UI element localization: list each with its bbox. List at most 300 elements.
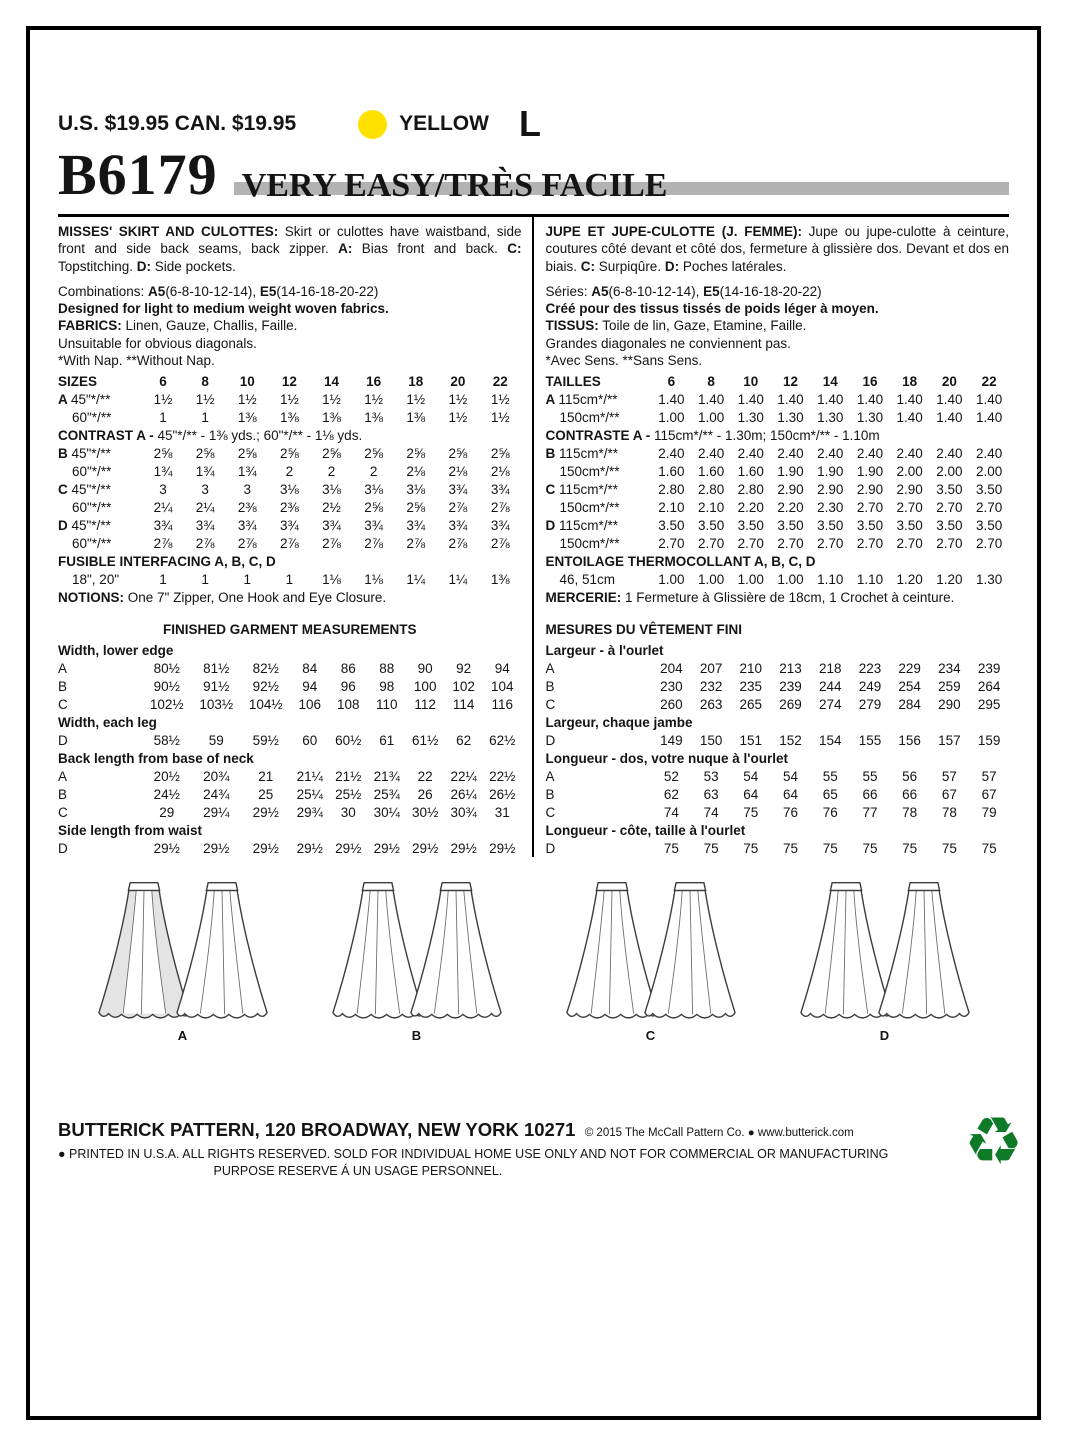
table-cell: 29½	[335, 840, 362, 856]
table-cell: 30½	[412, 804, 439, 820]
table-cell: 2⅜	[280, 499, 299, 515]
table-cell: 2⅞	[406, 535, 426, 551]
illustration-label: A	[177, 1028, 188, 1044]
table-cell: 20½	[153, 768, 180, 784]
unsuitable-line-en: Unsuitable for obvious diagonals.	[58, 335, 257, 351]
table-cell: 274	[818, 696, 842, 712]
table-cell: 2	[285, 463, 294, 479]
table-cell: 1¼	[448, 571, 468, 587]
table-cell: 1.30	[737, 409, 764, 425]
table-row	[546, 480, 1010, 498]
table-cell: 59½	[252, 732, 279, 748]
table-span-cell: NOTIONS: One 7" Zipper, One Hook and Eye Closure.	[58, 589, 387, 605]
table-cell: 2.70	[737, 535, 764, 551]
text-segment: Topstitching.	[58, 258, 137, 274]
table-row	[58, 767, 522, 785]
table-cell: 100	[413, 678, 437, 694]
table-label-cell: B	[58, 786, 68, 802]
table-cell: 90	[417, 660, 433, 676]
color-name: YELLOW	[399, 112, 489, 135]
table-label-cell: B	[545, 786, 555, 802]
difficulty-banner	[234, 150, 1009, 204]
table-cell: 1.30	[817, 409, 844, 425]
table-cell: 2⅛	[448, 463, 468, 479]
table-cell: 3⅛	[322, 481, 341, 497]
combinations-line-fr	[546, 283, 1010, 300]
data-table	[58, 372, 522, 606]
table-cell: 1⅛	[322, 571, 341, 587]
table-row	[546, 408, 1010, 426]
table-cell: 58½	[153, 732, 180, 748]
table-cell: 8	[201, 373, 209, 389]
text-segment: Surpiqûre.	[595, 258, 665, 274]
table-cell: 2⅞	[448, 499, 468, 515]
table-label-cell: D	[58, 840, 68, 856]
table-cell: 102	[452, 678, 475, 694]
title-row	[58, 142, 1009, 207]
table-cell: 25¾	[373, 786, 400, 802]
table-cell: 239	[977, 660, 1001, 676]
table-cell: 1.90	[856, 463, 884, 479]
table-cell: 1.90	[777, 463, 804, 479]
table-cell: 1½	[322, 391, 341, 407]
table-cell: 3¾	[406, 517, 426, 533]
table-cell: 3.50	[975, 481, 1003, 497]
table-cell: 30¼	[373, 804, 400, 820]
table-cell: 3¾	[448, 481, 468, 497]
table-row	[546, 677, 1010, 695]
table-cell: 1.60	[697, 463, 725, 479]
table-label-cell: 150cm*/**	[559, 499, 620, 515]
table-cell: 1.60	[658, 463, 685, 479]
table-cell: 1¾	[153, 463, 173, 479]
table-cell: 1⅜	[490, 571, 510, 587]
text-segment: Bias front and back.	[352, 241, 508, 257]
color-dot-icon	[358, 110, 387, 139]
table-label-cell: SIZES	[58, 373, 98, 389]
description-en	[58, 223, 522, 275]
table-cell: 96	[340, 678, 356, 694]
table-cell: 10	[743, 373, 759, 389]
table-cell: 92½	[252, 678, 279, 694]
table-row	[58, 803, 522, 821]
table-span-cell: ENTOILAGE THERMOCOLLANT A, B, C, D	[545, 553, 816, 569]
table-row	[58, 713, 522, 731]
table-label-cell: 60"*/**	[72, 499, 112, 515]
table-cell: 1¼	[406, 571, 426, 587]
table-cell: 1½	[364, 391, 384, 407]
table-cell: 90½	[153, 678, 180, 694]
table-cell: 295	[977, 696, 1001, 712]
table-label-cell: D 45"*/**	[58, 517, 111, 533]
table-cell: 2⅝	[448, 445, 468, 461]
fabrics-line-fr	[546, 317, 1010, 334]
table-span-cell: CONTRASTE A - 115cm*/** - 1.30m; 150cm*/** - 1.10m	[545, 427, 880, 443]
table-row	[546, 749, 1010, 767]
illustrations-row	[58, 879, 1009, 1075]
table-cell: 75	[941, 840, 957, 856]
table-span-cell: Longueur - côte, taille à l'ourlet	[545, 822, 746, 838]
table-cell: 2.00	[975, 463, 1003, 479]
table-cell: 2.70	[975, 535, 1003, 551]
table-cell: 1.10	[856, 571, 884, 587]
table-cell: 2	[369, 463, 378, 479]
table-span-cell: FUSIBLE INTERFACING A, B, C, D	[58, 553, 276, 569]
table-cell: 3.50	[817, 517, 844, 533]
pattern-number: B6179	[58, 142, 218, 207]
table-cell: 3⅛	[280, 481, 299, 497]
table-cell: 1.40	[975, 409, 1003, 425]
price-row	[58, 103, 1009, 144]
table-cell: 1⅜	[406, 409, 426, 425]
table-cell: 80½	[153, 660, 180, 676]
text-segment: Jupe ou jupe-culotte à ceinture, coutures côté devant et côté dos, fermeture à glissière dos. Devant et dos en biais.	[545, 224, 1009, 274]
table-span-cell: Longueur - dos, votre nuque à l'ourlet	[545, 750, 788, 766]
table-cell: 3.50	[896, 517, 923, 533]
table-cell: 64	[743, 786, 759, 802]
price-text: U.S. $19.95 CAN. $19.95	[58, 112, 297, 135]
table-cell: 2.40	[658, 445, 685, 461]
table-cell: 1½	[490, 391, 510, 407]
text-segment: C:	[580, 258, 596, 274]
table-cell: 2⅜	[237, 499, 257, 515]
table-cell: 2⅝	[280, 445, 299, 461]
table-cell: 114	[452, 696, 475, 712]
table-cell: 75	[822, 840, 838, 856]
table-cell: 64	[783, 786, 799, 802]
table-cell: 2.20	[737, 499, 764, 515]
table-cell: 2.90	[777, 481, 804, 497]
table-cell: 2⅝	[153, 445, 173, 461]
table-label-cell: 150cm*/**	[559, 409, 620, 425]
table-cell: 24¾	[203, 786, 230, 802]
table-cell: 1¾	[237, 463, 257, 479]
table-row	[546, 462, 1010, 480]
table-cell: 65	[822, 786, 838, 802]
table-cell: 1½	[406, 391, 426, 407]
table-cell: 21¾	[373, 768, 400, 784]
table-cell: 61	[379, 732, 395, 748]
table-row	[546, 821, 1010, 839]
skirt-drawing	[170, 879, 274, 1025]
table-cell: 2⅝	[237, 445, 257, 461]
text-segment: A:	[338, 241, 353, 257]
table-cell: 2.70	[896, 499, 923, 515]
table-cell: 2⅞	[237, 535, 257, 551]
table-cell: 151	[739, 732, 763, 748]
table-cell: 2⅝	[490, 445, 510, 461]
skirt-drawing	[404, 879, 508, 1025]
table-row	[58, 534, 522, 552]
table-cell: 24½	[153, 786, 180, 802]
table-row	[546, 552, 1010, 570]
table-label-cell: TAILLES	[545, 373, 601, 389]
table-span-cell: Largeur - à l'ourlet	[545, 642, 664, 658]
table-cell: 1.60	[737, 463, 764, 479]
designed-line-fr: Créé pour des tissus tissés de poids léger à moyen.	[545, 301, 879, 317]
table-cell: 1.40	[896, 409, 923, 425]
table-cell: 2¼	[195, 499, 215, 515]
table-cell: 152	[779, 732, 802, 748]
table-cell: 81½	[203, 660, 230, 676]
table-cell: 52	[663, 768, 679, 784]
table-cell: 2.80	[697, 481, 725, 497]
table-cell: 2.40	[936, 445, 963, 461]
table-cell: 260	[660, 696, 683, 712]
skirt-drawing	[638, 879, 742, 1025]
table-cell: 249	[858, 678, 882, 694]
table-cell: 74	[703, 804, 719, 820]
text-segment: A5	[148, 283, 166, 299]
page-content	[58, 56, 1023, 1181]
table-cell: 1	[201, 571, 209, 587]
table-cell: 1	[159, 571, 167, 587]
table-label-cell: B 115cm*/**	[545, 445, 619, 461]
table-row	[58, 677, 522, 695]
text-segment: (14-16-18-20-22)	[719, 283, 822, 299]
table-cell: 75	[902, 840, 918, 856]
table-cell: 2⅞	[490, 499, 510, 515]
table-cell: 3	[159, 481, 167, 497]
table-cell: 259	[938, 678, 961, 694]
table-cell: 2.00	[896, 463, 923, 479]
table-cell: 3.50	[777, 517, 804, 533]
table-cell: 2.40	[896, 445, 923, 461]
table-cell: 31	[494, 804, 510, 820]
table-cell: 3¾	[448, 517, 468, 533]
table-label-cell: B	[545, 678, 555, 694]
table-cell: 150	[699, 732, 723, 748]
table-cell: 110	[375, 696, 398, 712]
table-cell: 2⅞	[195, 535, 215, 551]
table-cell: 2.70	[896, 535, 923, 551]
table-cell: 106	[298, 696, 321, 712]
table-cell: 61½	[412, 732, 439, 748]
table-row	[546, 588, 1010, 606]
table-cell: 2⅝	[195, 445, 215, 461]
table-cell: 91½	[203, 678, 230, 694]
table-label-cell: A	[545, 768, 555, 784]
table-row	[546, 641, 1010, 659]
table-span-cell: MERCERIE: 1 Fermeture à Glissière de 18cm, 1 Crochet à ceinture.	[545, 589, 955, 605]
table-cell: 29¾	[296, 804, 323, 820]
table-cell: 2⅞	[153, 535, 173, 551]
table-cell: 22½	[489, 768, 516, 784]
table-cell: 2.70	[697, 535, 725, 551]
table-row	[546, 372, 1010, 390]
table-label-cell: D	[545, 840, 556, 856]
table-cell: 2.70	[856, 499, 884, 515]
footer-address-line	[58, 1119, 891, 1141]
table-cell: 232	[699, 678, 723, 694]
table-cell: 30	[340, 804, 356, 820]
table-cell: 2⅞	[280, 535, 299, 551]
footer-legal-line2: PURPOSE RESERVE Á UN USAGE PERSONNEL.	[213, 1164, 503, 1179]
table-cell: 1⅜	[322, 409, 341, 425]
skirt-illustration-b	[326, 879, 508, 1044]
text-segment: D:	[664, 258, 680, 274]
table-cell: 54	[743, 768, 759, 784]
table-cell: 6	[159, 373, 167, 389]
text-segment: TISSUS:	[545, 318, 599, 334]
table-cell: 2.30	[817, 499, 844, 515]
table-label-cell: D	[58, 732, 68, 748]
table-cell: 3.50	[936, 517, 963, 533]
table-label-cell: 18", 20"	[72, 571, 120, 587]
footer-legal-line1: ● PRINTED IN U.S.A. ALL RIGHTS RESERVED. SOLD FOR INDIVIDUAL HOME USE ONLY AND NOT FOR COMMERCIAL OR MANUFACTURING	[58, 1147, 889, 1162]
table-row	[58, 695, 522, 713]
table-cell: 1.90	[817, 463, 844, 479]
table-cell: 2.70	[817, 535, 844, 551]
table-cell: 76	[822, 804, 838, 820]
text-segment: Combinations:	[58, 283, 149, 299]
table-row	[546, 695, 1010, 713]
table-cell: 14	[324, 373, 340, 389]
text-segment: C:	[507, 241, 522, 257]
text-segment: Side pockets.	[151, 258, 236, 274]
nap-line-en: *With Nap. **Without Nap.	[58, 352, 215, 368]
table-span-cell: Back length from base of neck	[58, 750, 254, 766]
table-label-cell: C	[58, 804, 68, 820]
description-fr	[546, 223, 1010, 275]
table-cell: 29½	[296, 840, 323, 856]
data-table	[546, 641, 1010, 857]
table-cell: 29½	[373, 840, 400, 856]
table-cell: 74	[663, 804, 679, 820]
table-cell: 3.50	[936, 481, 963, 497]
table-cell: 3¾	[490, 481, 510, 497]
table-cell: 54	[783, 768, 799, 784]
table-cell: 2⅛	[490, 463, 510, 479]
table-cell: 3¾	[237, 517, 257, 533]
table-cell: 75	[743, 840, 759, 856]
table-cell: 1.00	[777, 571, 804, 587]
table-cell: 92	[456, 660, 472, 676]
text-segment: (6-8-10-12-14),	[608, 283, 704, 299]
table-cell: 12	[281, 373, 297, 389]
table-cell: 2.70	[856, 535, 884, 551]
table-cell: 1.00	[737, 571, 764, 587]
table-cell: 157	[938, 732, 961, 748]
table-row	[546, 426, 1010, 444]
table-cell: 22	[417, 768, 433, 784]
table-cell: 104½	[248, 696, 283, 712]
table-cell: 2.00	[936, 463, 963, 479]
table-cell: 1½	[237, 391, 257, 407]
table-cell: 3¾	[280, 517, 299, 533]
table-cell: 1.30	[975, 571, 1003, 587]
table-cell: 204	[660, 660, 683, 676]
table-cell: 218	[818, 660, 842, 676]
table-label-cell: A	[58, 768, 68, 784]
table-cell: 2⅞	[364, 535, 384, 551]
table-cell: 1.00	[697, 571, 725, 587]
table-cell: 264	[977, 678, 1001, 694]
table-cell: 2.80	[737, 481, 764, 497]
table-cell: 2⅞	[490, 535, 510, 551]
table-cell: 75	[981, 840, 997, 856]
table-row	[546, 803, 1010, 821]
table-cell: 62½	[489, 732, 516, 748]
table-cell: 239	[779, 678, 802, 694]
text-segment: FABRICS:	[58, 318, 122, 334]
table-row	[58, 731, 522, 749]
table-cell: 1½	[448, 409, 468, 425]
table-cell: 1⅛	[364, 571, 384, 587]
table-cell: 21½	[335, 768, 362, 784]
table-cell: 2⅞	[322, 535, 341, 551]
table-span-cell: CONTRAST A - 45"*/** - 1⅜ yds.; 60"*/** - 1⅛ yds.	[58, 427, 363, 443]
table-cell: 53	[703, 768, 719, 784]
table-row	[546, 731, 1010, 749]
nap-line-fr: *Avec Sens. **Sans Sens.	[545, 352, 703, 368]
table-cell: 3¾	[490, 517, 510, 533]
skirt-drawing	[872, 879, 976, 1025]
table-label-cell: C	[58, 696, 68, 712]
table-cell: 1.20	[936, 571, 963, 587]
table-cell: 20	[450, 373, 466, 389]
table-cell: 84	[302, 660, 318, 676]
table-cell: 88	[379, 660, 395, 676]
difficulty-text: VERY EASY/TRÈS FACILE	[241, 166, 668, 204]
table-cell: 3¾	[322, 517, 341, 533]
skirt-illustration-c	[560, 879, 742, 1044]
table-cell: 94	[494, 660, 510, 676]
table-cell: 29½	[489, 840, 516, 856]
table-cell: 1.20	[896, 571, 923, 587]
table-cell: 3.50	[697, 517, 725, 533]
measurements-table-en	[58, 641, 522, 857]
table-cell: 57	[941, 768, 957, 784]
footer-address: BUTTERICK PATTERN, 120 BROADWAY, NEW YORK 10271	[58, 1119, 576, 1141]
table-label-cell: B	[58, 678, 68, 694]
table-cell: 3¾	[195, 517, 215, 533]
table-cell: 18	[408, 373, 424, 389]
table-cell: 75	[783, 840, 799, 856]
table-cell: 2	[327, 463, 336, 479]
table-row	[546, 659, 1010, 677]
table-cell: 75	[743, 804, 759, 820]
combinations-line-en	[58, 283, 522, 300]
text-segment: Toile de lin, Gaze, Etamine, Faille.	[598, 318, 807, 334]
table-cell: 20	[941, 373, 957, 389]
table-cell: 3⅛	[406, 481, 426, 497]
table-cell: 154	[818, 732, 842, 748]
table-cell: 102½	[149, 696, 184, 712]
table-row	[58, 839, 522, 857]
table-row	[58, 408, 522, 426]
table-cell: 66	[862, 786, 878, 802]
table-cell: 2⅛	[406, 463, 426, 479]
table-cell: 2.90	[856, 481, 884, 497]
table-cell: 86	[340, 660, 356, 676]
table-cell: 25¼	[296, 786, 323, 802]
table-cell: 2.70	[975, 499, 1003, 515]
table-cell: 2.40	[697, 445, 725, 461]
table-cell: 149	[660, 732, 683, 748]
table-cell: 2.80	[658, 481, 685, 497]
table-label-cell: C	[545, 804, 556, 820]
table-cell: 2.40	[975, 445, 1003, 461]
table-row	[546, 498, 1010, 516]
table-cell: 269	[779, 696, 802, 712]
table-cell: 26½	[489, 786, 516, 802]
table-cell: 29½	[252, 804, 279, 820]
table-cell: 1.40	[658, 391, 685, 407]
table-label-cell: 60"*/**	[72, 409, 112, 425]
text-segment: (6-8-10-12-14),	[165, 283, 260, 299]
table-span-cell: Largeur, chaque jambe	[545, 714, 693, 730]
